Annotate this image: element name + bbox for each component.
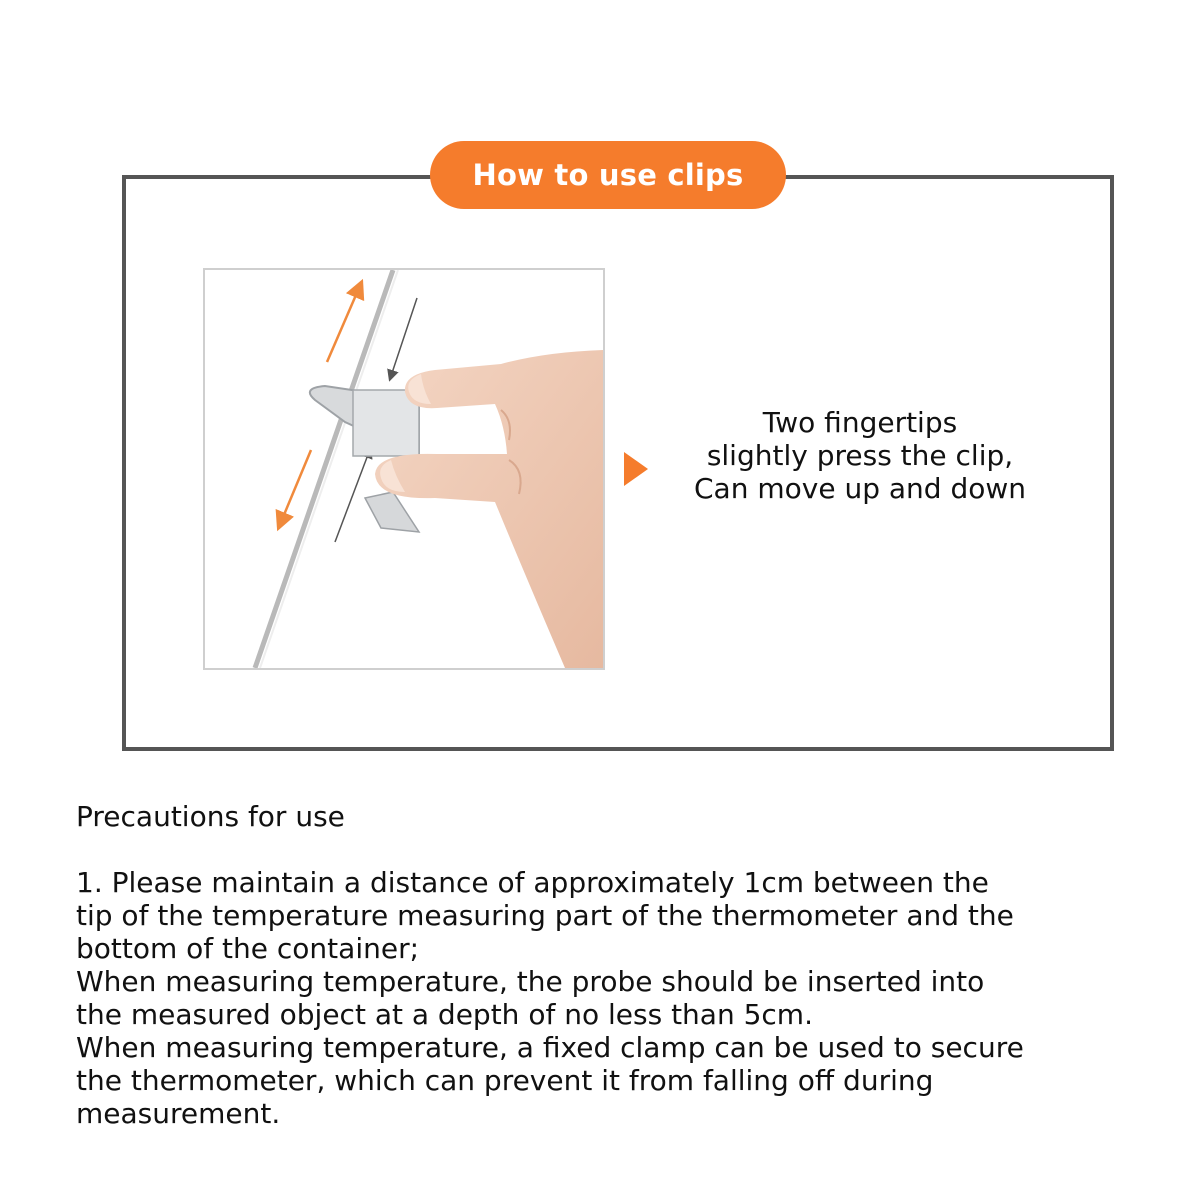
precautions-title: Precautions for use [76,800,345,833]
precaution-line: When measuring temperature, the probe should be inserted into [76,965,985,998]
badge-label: How to use clips [472,158,744,192]
precaution-line: the measured object at a depth of no less than 5cm. [76,998,813,1031]
precaution-line: measurement. [76,1097,281,1130]
instruction-line: Two fingertips [762,406,958,439]
instruction-line: Can move up and down [693,472,1026,505]
clip-usage-photo [203,268,605,670]
precaution-line: bottom of the container; [76,932,420,965]
triangle-right-icon [624,452,648,486]
hand [375,350,603,668]
clip-instructions [660,406,1060,505]
precaution-line: When measuring temperature, a fixed clamp can be used to secure [76,1031,1024,1064]
instruction-line: slightly press the clip, [706,439,1014,472]
precaution-line: tip of the temperature measuring part of the thermometer and the [76,899,1014,932]
section-badge [430,141,786,209]
precaution-line: 1. Please maintain a distance of approximately 1cm between the [76,866,989,899]
precaution-line: the thermometer, which can prevent it from falling off during [76,1064,934,1097]
precautions-text [76,866,1156,1130]
